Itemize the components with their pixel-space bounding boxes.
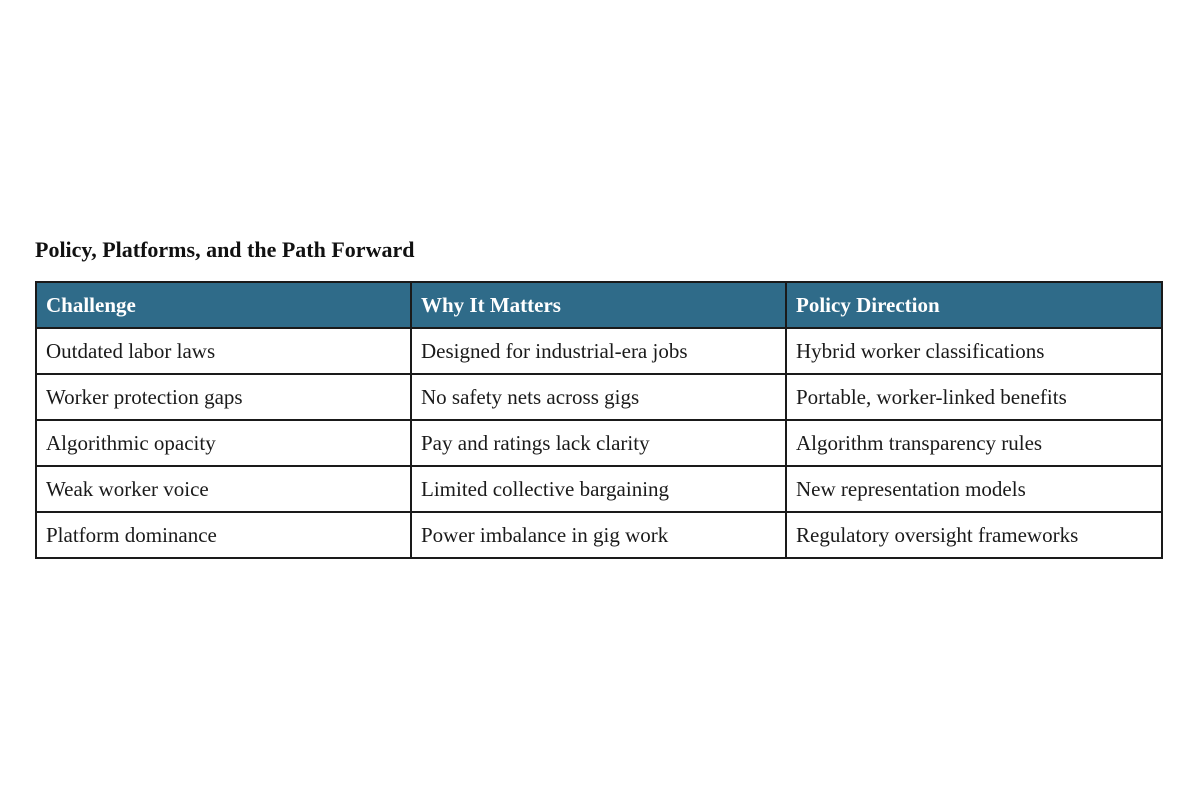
table-row	[36, 420, 1162, 466]
cell-why-it-matters: Designed for industrial-era jobs	[411, 328, 786, 374]
column-header-challenge: Challenge	[36, 282, 411, 328]
cell-challenge: Outdated labor laws	[36, 328, 411, 374]
column-header-why-it-matters: Why It Matters	[411, 282, 786, 328]
cell-challenge: Platform dominance	[36, 512, 411, 558]
cell-policy-direction: Regulatory oversight frameworks	[786, 512, 1162, 558]
column-header-policy-direction: Policy Direction	[786, 282, 1162, 328]
cell-policy-direction: Portable, worker-linked benefits	[786, 374, 1162, 420]
table-row	[36, 328, 1162, 374]
page-title: Policy, Platforms, and the Path Forward	[35, 237, 415, 262]
table-row	[36, 512, 1162, 558]
cell-policy-direction: Algorithm transparency rules	[786, 420, 1162, 466]
cell-challenge: Algorithmic opacity	[36, 420, 411, 466]
cell-why-it-matters: Power imbalance in gig work	[411, 512, 786, 558]
cell-policy-direction: New representation models	[786, 466, 1162, 512]
cell-challenge: Worker protection gaps	[36, 374, 411, 420]
table-header-row	[36, 282, 1162, 328]
cell-challenge: Weak worker voice	[36, 466, 411, 512]
document	[35, 236, 1161, 559]
table-row	[36, 466, 1162, 512]
cell-why-it-matters: Limited collective bargaining	[411, 466, 786, 512]
cell-why-it-matters: No safety nets across gigs	[411, 374, 786, 420]
cell-why-it-matters: Pay and ratings lack clarity	[411, 420, 786, 466]
table-row	[36, 374, 1162, 420]
policy-table	[35, 281, 1163, 559]
cell-policy-direction: Hybrid worker classifications	[786, 328, 1162, 374]
